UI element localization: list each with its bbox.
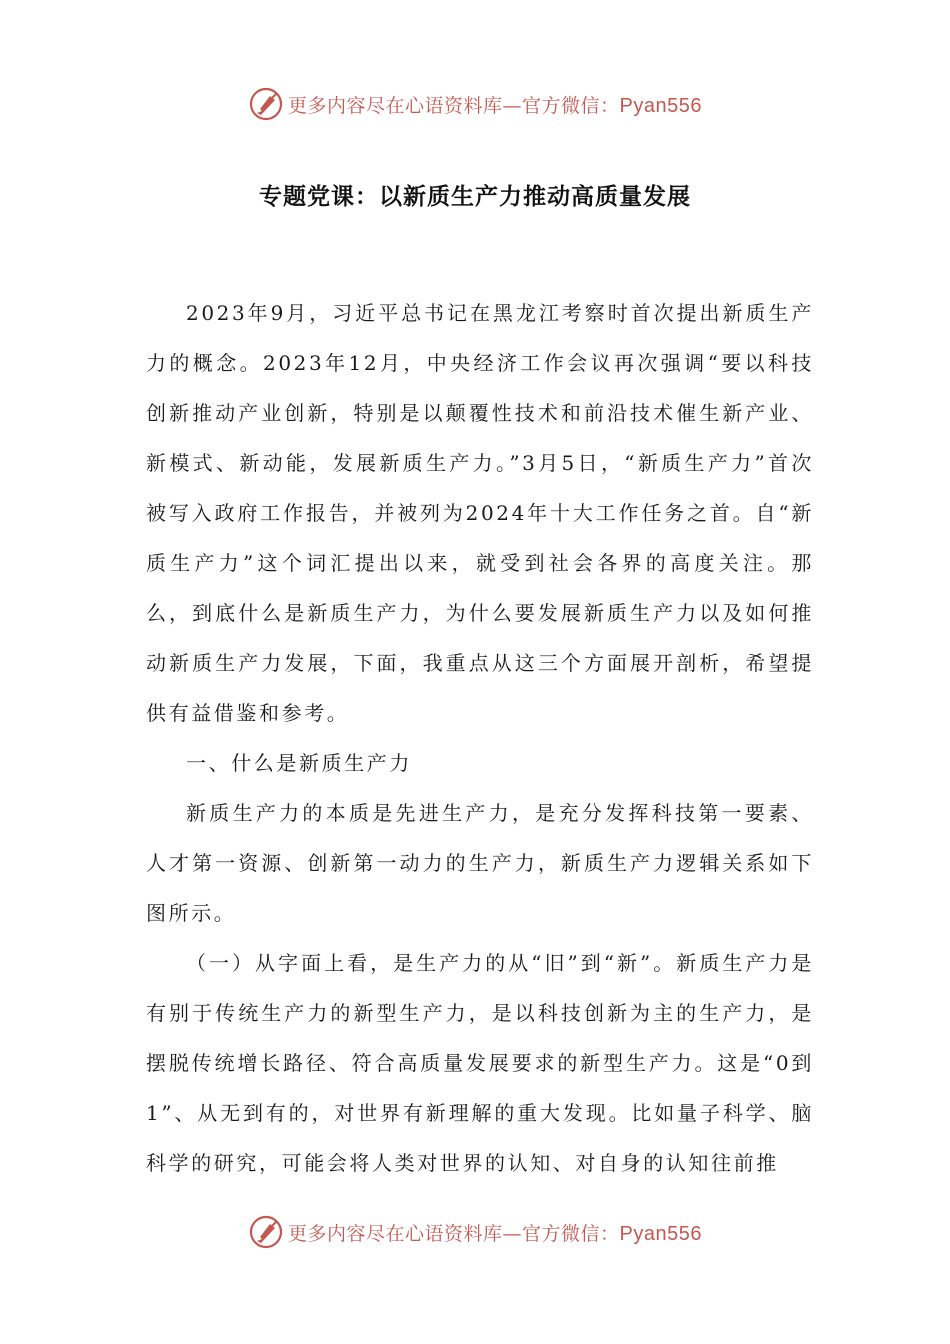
watermark-text: 更多内容尽在心语资料库—官方微信： bbox=[288, 94, 620, 117]
pen-nib-logo-icon bbox=[248, 1214, 284, 1250]
pen-nib-logo-icon bbox=[248, 86, 284, 122]
section-heading: 一、什么是新质生产力 bbox=[186, 751, 412, 775]
paragraph: （一）从字面上看，是生产力的从“旧”到“新”。新质生产力是有别于传统生产力的新型生产力，是以科技创新为主的生产力，是摆脱传统增长路径、符合高质量发展要求的新型生产力。这是“0到1”、从无到有的，对世界有新理解的重大发现。比如量子科学、脑科学的研究，可能会将人类对世界的认知、对自身的认知往前推 bbox=[146, 951, 814, 1175]
watermark-wechat-id: Pyan556 bbox=[619, 94, 702, 117]
document-title: 专题党课：以新质生产力推动高质量发展 bbox=[259, 183, 691, 210]
watermark-banner-top bbox=[0, 84, 950, 124]
document-body bbox=[146, 288, 814, 1188]
watermark-text: 更多内容尽在心语资料库—官方微信： bbox=[288, 1222, 620, 1245]
watermark-banner-bottom bbox=[0, 1212, 950, 1252]
watermark-wechat-id: Pyan556 bbox=[619, 1222, 702, 1245]
paragraph: 新质生产力的本质是先进生产力，是充分发挥科技第一要素、人才第一资源、创新第一动力的生产力，新质生产力逻辑关系如下图所示。 bbox=[146, 801, 814, 925]
paragraph: 2023年9月，习近平总书记在黑龙江考察时首次提出新质生产力的概念。2023年12月，中央经济工作会议再次强调“要以科技创新推动产业创新，特别是以颠覆性技术和前沿技术催生新产业、新模式、新动能，发展新质生产力。”3月5日，“新质生产力”首次被写入政府工作报告，并被列为2024年十大工作任务之首。自“新质生产力”这个词汇提出以来，就受到社会各界的高度关注。那么，到底什么是新质生产力，为什么要发展新质生产力以及如何推动新质生产力发展，下面，我重点从这三个方面展开剖析，希望提供有益借鉴和参考。 bbox=[146, 301, 814, 725]
